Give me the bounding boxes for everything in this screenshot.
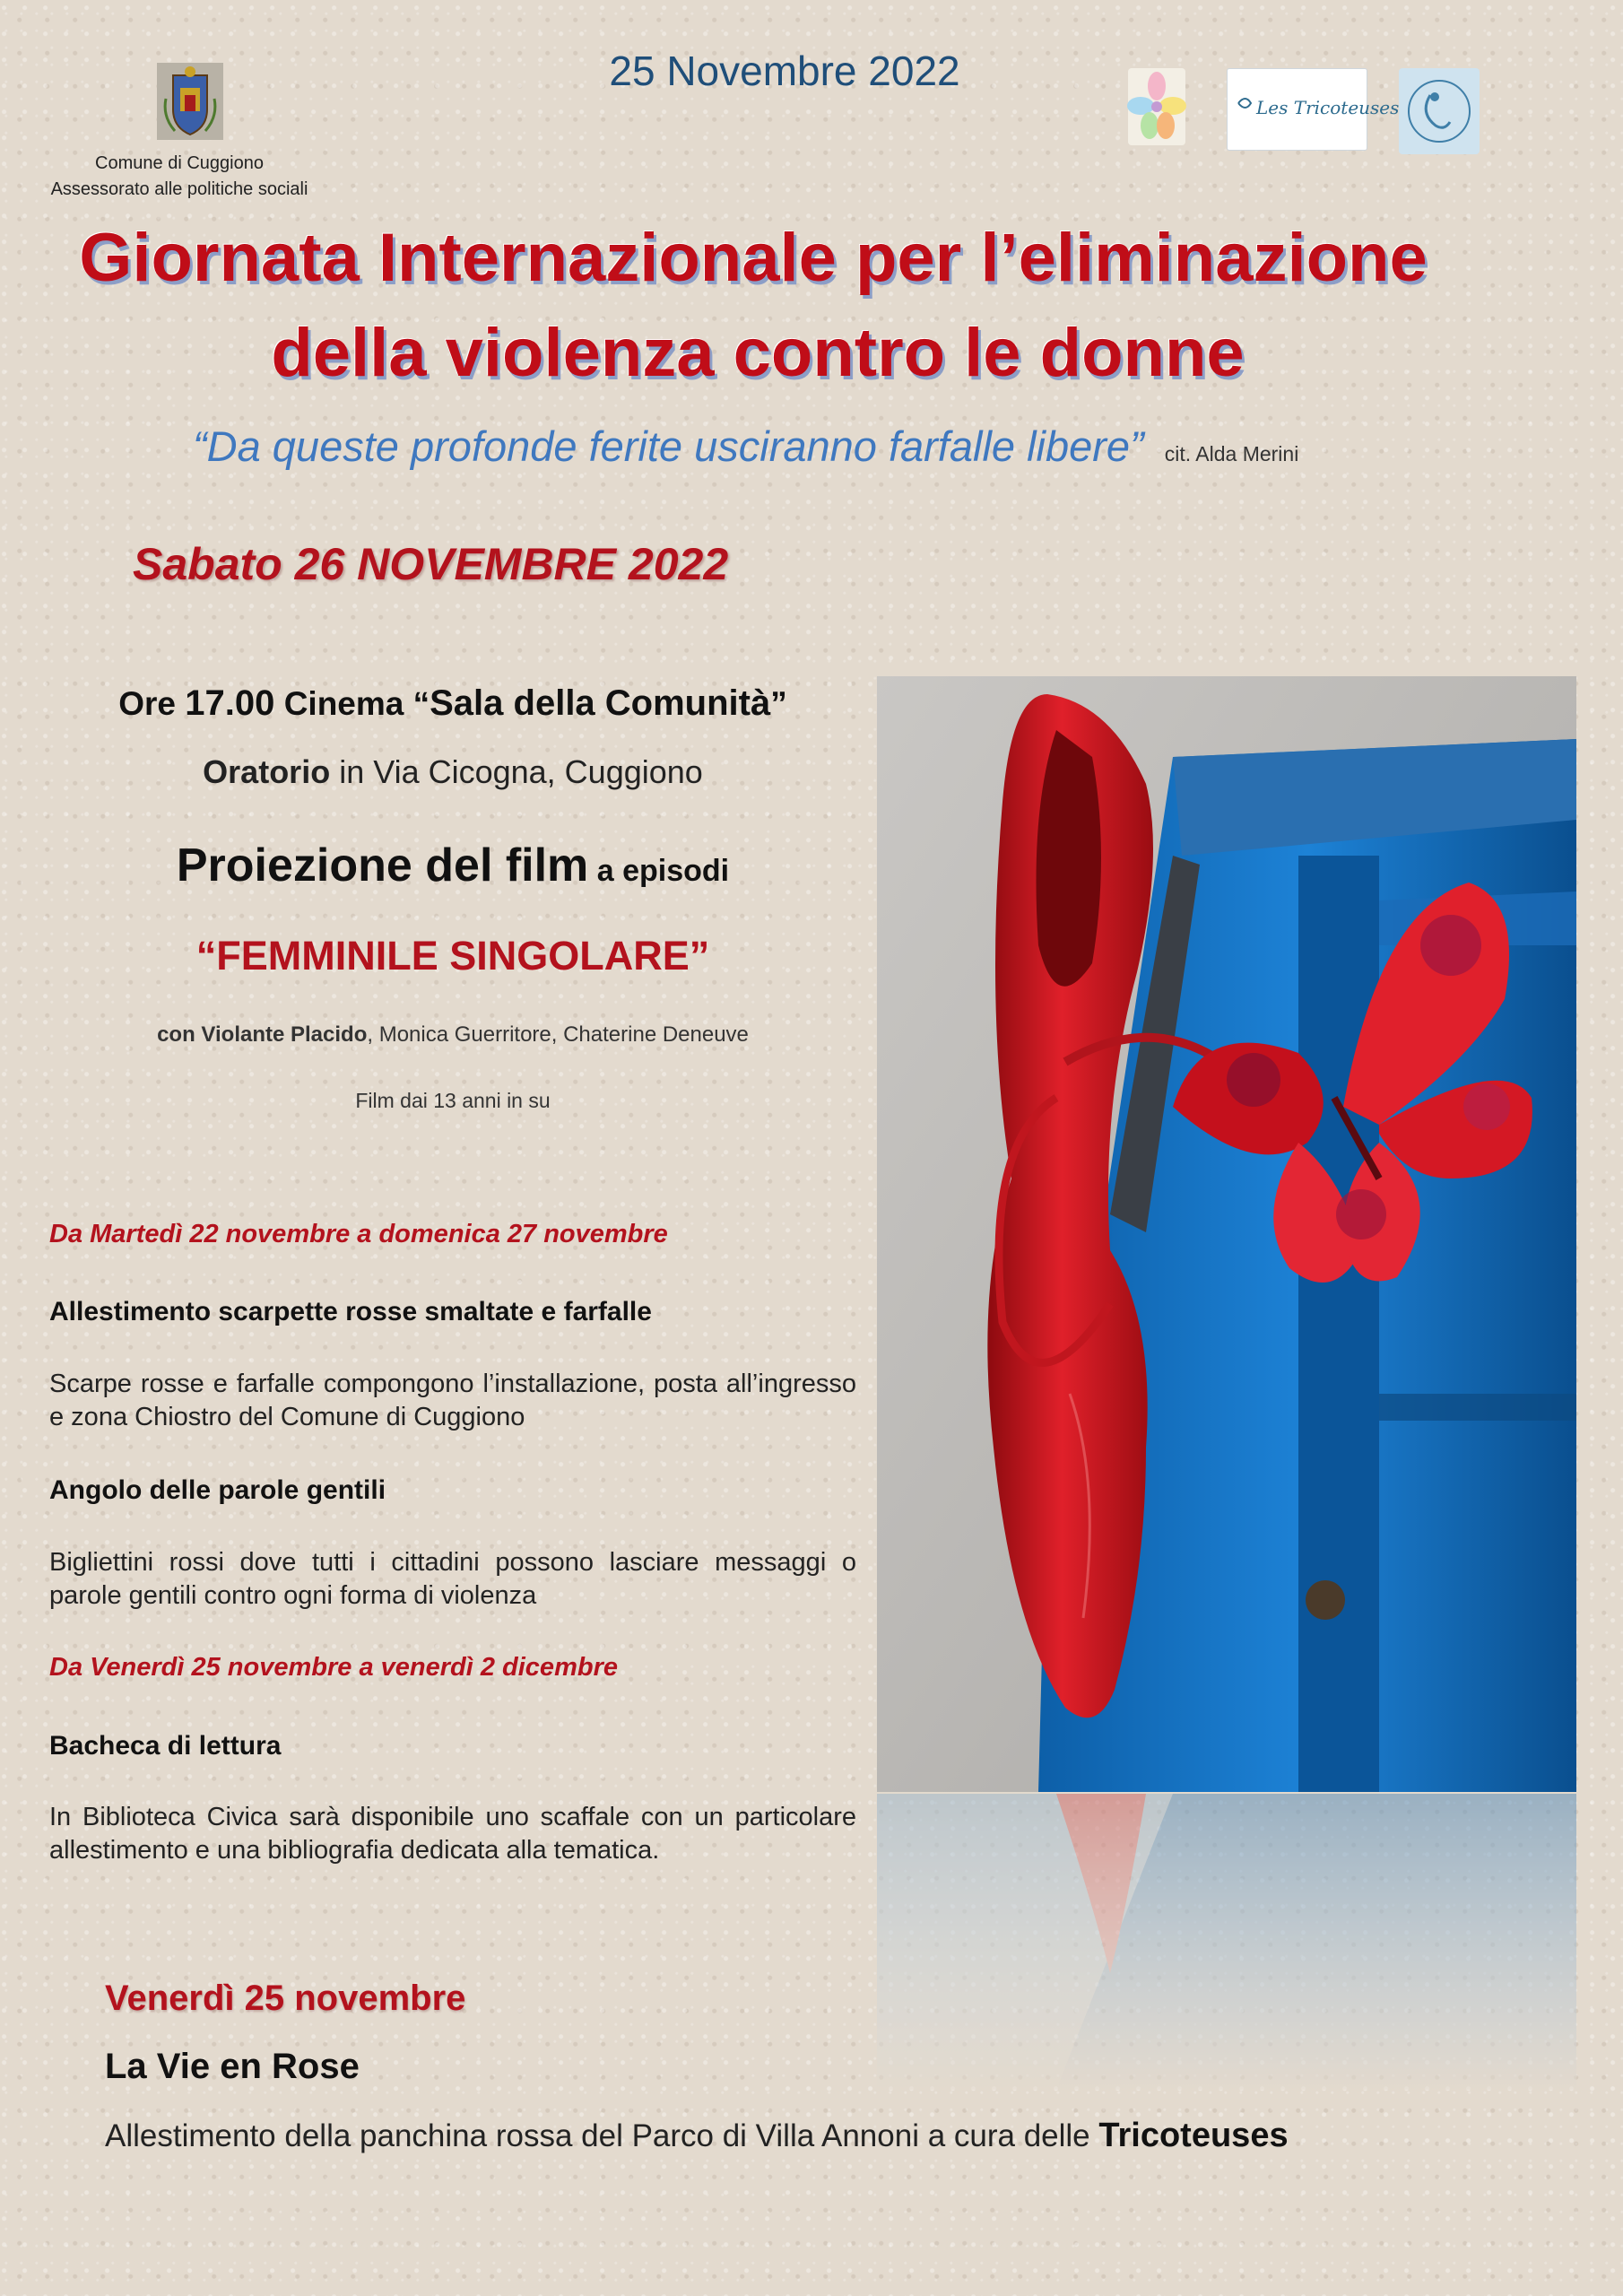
main-title-line-1: Giornata Internazionale per l’eliminazione	[79, 220, 1428, 296]
installation-period-1: Da Martedì 22 novembre a domenica 27 novembre	[49, 1220, 668, 1248]
friday-event-title: La Vie en Rose	[105, 2047, 360, 2086]
department-line: Assessorato alle politiche sociali	[50, 179, 308, 199]
allestimento-text: Scarpe rosse e farfalle compongono l’installazione, posta all’ingresso e zona Chiostro del Comune di Cuggiono	[49, 1370, 856, 1431]
municipality-name	[27, 151, 332, 203]
tricoteuses-logo-text: Les Tricoteuses	[1256, 97, 1400, 118]
event-time-venue	[49, 683, 856, 724]
allestimento-heading: Allestimento scarpette rosse smaltate e farfalle	[49, 1297, 652, 1326]
municipal-crest-icon	[157, 63, 223, 140]
quote	[193, 422, 1538, 471]
screening-line	[49, 839, 856, 892]
time-prefix: Ore	[118, 685, 177, 722]
municipality-line: Comune di Cuggiono	[95, 153, 264, 173]
friday-organizer: Tricoteuses	[1098, 2117, 1289, 2154]
main-title-line-2: della violenza contro le donne	[271, 315, 1245, 391]
quote-citation: cit. Alda Merini	[1164, 442, 1299, 465]
photo-reflection	[877, 1794, 1576, 2090]
friday-event-description	[105, 2117, 1289, 2155]
angolo-heading: Angolo delle parole gentili	[49, 1475, 386, 1505]
place-address: in Via Cicogna, Cuggiono	[330, 753, 703, 790]
circle-logo-icon	[1399, 68, 1480, 154]
quote-text: “Da queste profonde ferite usciranno farfalle libere”	[193, 422, 1144, 470]
film-title: “FEMMINILE SINGOLARE”	[195, 933, 710, 978]
friday-date: Venerdì 25 novembre	[105, 1979, 466, 2018]
red-shoe-butterfly-photo	[877, 676, 1576, 1792]
angolo-text: Bigliettini rossi dove tutti i cittadini possono lasciare messaggi o parole gentili contro ogni forma di violenza	[49, 1548, 856, 1610]
venue-name: Sala della Comunità	[430, 683, 771, 723]
friday-description-text: Allestimento della panchina rossa del Parco di Villa Annoni a cura delle	[105, 2118, 1099, 2153]
bacheca-heading: Bacheca di lettura	[49, 1731, 282, 1761]
screening-format: a episodi	[588, 854, 730, 888]
screening-label: Proiezione del film	[176, 839, 589, 891]
venue-suffix: ”	[770, 685, 787, 722]
venue-prefix: Cinema “	[283, 685, 430, 722]
film-age-rating: Film dai 13 anni in su	[355, 1089, 551, 1112]
place-name: Oratorio	[203, 753, 331, 790]
event-place	[49, 753, 856, 791]
cast-others: , Monica Guerritore, Chaterine Deneuve	[367, 1022, 749, 1047]
event-time: 17.00	[185, 683, 275, 723]
saturday-date: Sabato 26 NOVEMBRE 2022	[133, 539, 729, 589]
film-cast	[49, 1022, 856, 1048]
installation-period-2: Da Venerdì 25 novembre a venerdì 2 dicembre	[49, 1653, 618, 1682]
header-date: 25 Novembre 2022	[609, 48, 960, 94]
bacheca-text: In Biblioteca Civica sarà disponibile uno scaffale con un particolare allestimento e una bibliografia dedicata alla tematica.	[49, 1803, 856, 1865]
flower-logo-icon	[1128, 68, 1185, 145]
cast-lead: con Violante Placido	[157, 1022, 368, 1047]
tricoteuses-logo-icon	[1227, 68, 1400, 151]
